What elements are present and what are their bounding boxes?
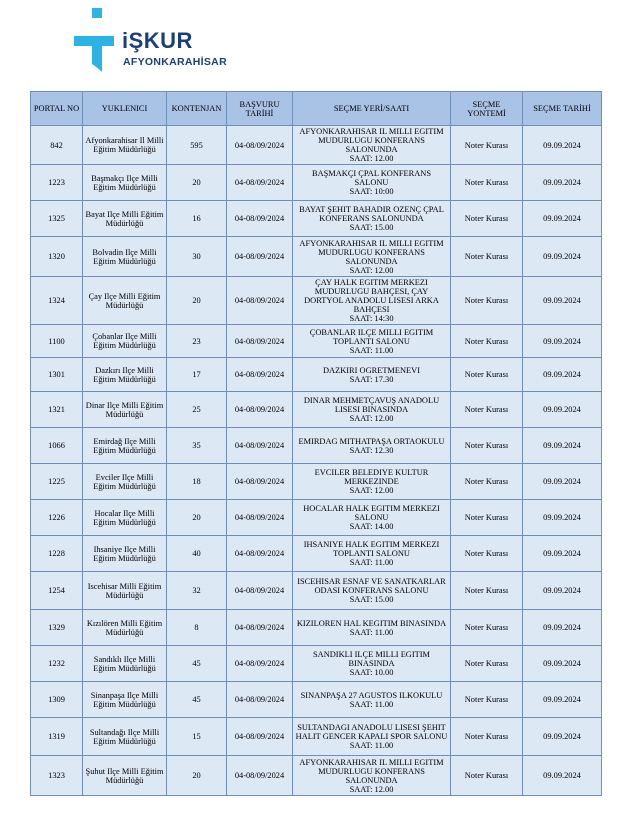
table-row [31, 500, 602, 536]
application-date-cell: 04-08/09/2024 [227, 756, 293, 796]
place-cell [293, 464, 451, 500]
col-header-portal-no: PORTAL NO [31, 92, 83, 126]
selection-date-cell: 09.09.2024 [523, 325, 602, 358]
method-cell: Noter Kurası [451, 358, 523, 392]
selection-date-cell: 09.09.2024 [523, 392, 602, 428]
method-cell: Noter Kurası [451, 610, 523, 646]
portal-no-cell: 1226 [31, 500, 83, 536]
selection-table [30, 91, 602, 796]
place-name: ÇOBANLAR ILÇE MILLI EGITIM TOPLANTI SALONU [309, 327, 434, 346]
place-cell [293, 500, 451, 536]
table-row [31, 610, 602, 646]
selection-date-cell: 09.09.2024 [523, 500, 602, 536]
contractor-cell: Hocalar Ilçe Milli Eğitim Müdürlüğü [83, 500, 167, 536]
place-cell [293, 358, 451, 392]
contractor-cell: Başmakçı Ilçe Milli Eğitim Müdürlüğü [83, 165, 167, 201]
selection-date-cell: 09.09.2024 [523, 572, 602, 610]
quota-cell: 17 [167, 358, 227, 392]
place-cell [293, 126, 451, 165]
table-header-row [31, 92, 602, 126]
quota-cell: 45 [167, 646, 227, 682]
method-cell: Noter Kurası [451, 325, 523, 358]
selection-date-cell: 09.09.2024 [523, 237, 602, 277]
place-time: SAAT: 14.00 [349, 522, 394, 531]
selection-date-cell: 09.09.2024 [523, 610, 602, 646]
place-time: SAAT: 10.00 [349, 668, 394, 677]
place-cell [293, 536, 451, 572]
contractor-cell: Bayat Ilçe Milli Eğitim Müdürlüğü [83, 201, 167, 237]
col-header-contractor: YUKLENICI [83, 92, 167, 126]
portal-no-cell: 1329 [31, 610, 83, 646]
quota-cell: 30 [167, 237, 227, 277]
col-header-method: SEÇME YONTEMİ [451, 92, 523, 126]
city-name: AFYONKARAHİSAR [123, 56, 227, 68]
table-row [31, 428, 602, 464]
place-cell [293, 572, 451, 610]
selection-date-cell: 09.09.2024 [523, 756, 602, 796]
selection-date-cell: 09.09.2024 [523, 277, 602, 325]
place-name: AFYONKARAHISAR IL MILLI EGITIM MUDURLUGU KONFERANS SALONUNDA [299, 757, 444, 785]
application-date-cell: 04-08/09/2024 [227, 500, 293, 536]
place-time: SAAT: 11.00 [349, 558, 394, 567]
application-date-cell: 04-08/09/2024 [227, 682, 293, 718]
table-row [31, 536, 602, 572]
quota-cell: 595 [167, 126, 227, 165]
method-cell: Noter Kurası [451, 237, 523, 277]
application-date-cell: 04-08/09/2024 [227, 646, 293, 682]
table-row [31, 464, 602, 500]
contractor-cell: Iscehisar Milli Eğitim Müdürlüğü [83, 572, 167, 610]
place-name: IHSANIYE HALK EGITIM MERKEZI TOPLANTI SALONU [303, 540, 440, 558]
place-name: DAZKIRI OGRETMENEVI [323, 365, 420, 375]
contractor-cell: Kızılören Milli Eğitim Müdürlüğü [83, 610, 167, 646]
place-name: SINANPAŞA 27 AGUSTOS ILKOKULU [300, 690, 443, 700]
contractor-cell: Çobanlar Ilçe Milli Eğitim Müdürlüğü [83, 325, 167, 358]
portal-no-cell: 1100 [31, 325, 83, 358]
table-row [31, 325, 602, 358]
portal-no-cell: 1254 [31, 572, 83, 610]
table-row [31, 358, 602, 392]
method-cell: Noter Kurası [451, 756, 523, 796]
method-cell: Noter Kurası [451, 682, 523, 718]
application-date-cell: 04-08/09/2024 [227, 572, 293, 610]
place-time: SAAT: 15.00 [349, 223, 394, 232]
place-cell [293, 682, 451, 718]
contractor-cell: Çay Ilçe Milli Eğitim Müdürlüğü [83, 277, 167, 325]
place-name: EVCILER BELEDIYE KULTUR MERKEZINDE [314, 468, 429, 486]
table-row [31, 572, 602, 610]
selection-date-cell: 09.09.2024 [523, 358, 602, 392]
place-time: SAAT: 11.00 [349, 741, 394, 750]
place-name: HOCALAR HALK EGITIM MERKEZI SALONU [303, 504, 440, 522]
place-time: SAAT: 12.00 [349, 265, 394, 275]
portal-no-cell: 842 [31, 126, 83, 165]
place-cell [293, 610, 451, 646]
method-cell: Noter Kurası [451, 277, 523, 325]
place-time: SAAT: 12.00 [349, 486, 394, 495]
table-row [31, 756, 602, 796]
portal-no-cell: 1323 [31, 756, 83, 796]
method-cell: Noter Kurası [451, 126, 523, 165]
place-time: SAAT: 10:00 [349, 187, 394, 196]
contractor-cell: Bolvadin Ilçe Milli Eğitim Müdürlüğü [83, 237, 167, 277]
table-row [31, 718, 602, 756]
brand-name: iŞKUR [122, 28, 193, 53]
application-date-cell: 04-08/09/2024 [227, 464, 293, 500]
portal-no-cell: 1321 [31, 392, 83, 428]
portal-no-cell: 1301 [31, 358, 83, 392]
col-header-selection-date: SEÇME TARİHİ [523, 92, 602, 126]
contractor-cell: Emirdağ Ilçe Milli Eğitim Müdürlüğü [83, 428, 167, 464]
selection-date-cell: 09.09.2024 [523, 718, 602, 756]
application-date-cell: 04-08/09/2024 [227, 126, 293, 165]
application-date-cell: 04-08/09/2024 [227, 201, 293, 237]
place-cell [293, 325, 451, 358]
contractor-cell: Sultandağı Ilçe Milli Eğitim Müdürlüğü [83, 718, 167, 756]
place-name: AFYONKARAHISAR IL MILLI EGITIM MUDURLUGU KONFERANS SALONUNDA [299, 238, 444, 266]
place-name: BAYAT ŞEHIT BAHADIR OZENÇ ÇPAL KONFERANS SALONUNDA [299, 205, 444, 223]
table-row [31, 237, 602, 277]
method-cell: Noter Kurası [451, 646, 523, 682]
table-row [31, 165, 602, 201]
application-date-cell: 04-08/09/2024 [227, 428, 293, 464]
place-name: SANDIKLI ILÇE MILLI EGITIM BINASINDA [313, 650, 430, 668]
table-row [31, 646, 602, 682]
place-name: EMIRDAG MITHATPAŞA ORTAOKULU [298, 436, 445, 446]
quota-cell: 45 [167, 682, 227, 718]
method-cell: Noter Kurası [451, 165, 523, 201]
place-name: SULTANDAGI ANADOLU LISESI ŞEHIT HALIT GENCER KAPALI SPOR SALONU [295, 723, 448, 741]
table-row [31, 392, 602, 428]
application-date-cell: 04-08/09/2024 [227, 718, 293, 756]
place-cell [293, 646, 451, 682]
quota-cell: 18 [167, 464, 227, 500]
portal-no-cell: 1066 [31, 428, 83, 464]
place-time: SAAT: 12.00 [349, 154, 394, 163]
contractor-cell: Evciler Ilçe Milli Eğitim Müdürlüğü [83, 464, 167, 500]
portal-no-cell: 1225 [31, 464, 83, 500]
contractor-cell: Sinanpaşa Ilçe Milli Eğitim Müdürlüğü [83, 682, 167, 718]
iskur-logo [70, 6, 230, 76]
application-date-cell: 04-08/09/2024 [227, 610, 293, 646]
place-name: KIZILOREN HAL KEGITIM BINASINDA [296, 618, 447, 628]
quota-cell: 40 [167, 536, 227, 572]
place-cell [293, 201, 451, 237]
selection-date-cell: 09.09.2024 [523, 165, 602, 201]
method-cell: Noter Kurası [451, 201, 523, 237]
iskur-logo-mark [70, 6, 120, 76]
quota-cell: 20 [167, 500, 227, 536]
method-cell: Noter Kurası [451, 536, 523, 572]
selection-date-cell: 09.09.2024 [523, 126, 602, 165]
portal-no-cell: 1232 [31, 646, 83, 682]
place-name: AFYONKARAHISAR IL MILLI EGITIM MUDURLUGU KONFERANS SALONUNDA [299, 127, 444, 154]
table-row [31, 201, 602, 237]
application-date-cell: 04-08/09/2024 [227, 325, 293, 358]
place-time: SAAT: 11.00 [349, 345, 394, 355]
place-time: SAAT: 11.00 [349, 699, 394, 709]
application-date-cell: 04-08/09/2024 [227, 536, 293, 572]
place-time: SAAT: 14:30 [349, 314, 394, 323]
col-header-place-time: SEÇME YERİ/SAATI [293, 92, 451, 126]
selection-date-cell: 09.09.2024 [523, 428, 602, 464]
contractor-cell: Afyonkarahisar Il Milli Eğitim Müdürlüğü [83, 126, 167, 165]
contractor-cell: Şuhut Ilçe Milli Eğitim Müdürlüğü [83, 756, 167, 796]
method-cell: Noter Kurası [451, 718, 523, 756]
place-cell [293, 277, 451, 325]
portal-no-cell: 1309 [31, 682, 83, 718]
portal-no-cell: 1228 [31, 536, 83, 572]
portal-no-cell: 1320 [31, 237, 83, 277]
portal-no-cell: 1325 [31, 201, 83, 237]
selection-date-cell: 09.09.2024 [523, 201, 602, 237]
quota-cell: 16 [167, 201, 227, 237]
col-header-application-date: BAŞVURU TARİHİ [227, 92, 293, 126]
quota-cell: 20 [167, 165, 227, 201]
quota-cell: 15 [167, 718, 227, 756]
place-cell [293, 756, 451, 796]
quota-cell: 8 [167, 610, 227, 646]
portal-no-cell: 1324 [31, 277, 83, 325]
table-row [31, 126, 602, 165]
quota-cell: 20 [167, 756, 227, 796]
contractor-cell: Dazkırı Ilçe Milli Eğitim Müdürlüğü [83, 358, 167, 392]
place-time: SAAT: 15.00 [349, 595, 394, 604]
contractor-cell: Sandıklı Ilçe Milli Eğitim Müdürlüğü [83, 646, 167, 682]
portal-no-cell: 1319 [31, 718, 83, 756]
application-date-cell: 04-08/09/2024 [227, 237, 293, 277]
table-row [31, 277, 602, 325]
contractor-cell: Ihsaniye Ilçe Milli Eğitim Müdürlüğü [83, 536, 167, 572]
method-cell: Noter Kurası [451, 500, 523, 536]
application-date-cell: 04-08/09/2024 [227, 165, 293, 201]
selection-date-cell: 09.09.2024 [523, 464, 602, 500]
contractor-cell: Dinar Ilçe Milli Eğitim Müdürlüğü [83, 392, 167, 428]
place-time: SAAT: 12.00 [349, 784, 394, 794]
method-cell: Noter Kurası [451, 464, 523, 500]
col-header-quota: KONTENJAN [167, 92, 227, 126]
method-cell: Noter Kurası [451, 428, 523, 464]
place-time: SAAT: 12.00 [349, 414, 394, 423]
method-cell: Noter Kurası [451, 572, 523, 610]
portal-no-cell: 1223 [31, 165, 83, 201]
place-cell [293, 428, 451, 464]
place-time: SAAT: 12.30 [349, 445, 394, 455]
place-name: BAŞMAKÇI ÇPAL KONFERANS SALONU [312, 169, 431, 187]
quota-cell: 23 [167, 325, 227, 358]
place-name: DINAR MEHMETÇAVUŞ ANADOLU LISESI BINASINDA [303, 396, 440, 414]
place-cell [293, 392, 451, 428]
place-name: ISCEHISAR ESNAF VE SANATKARLAR ODASI KONFERANS SALONU [297, 577, 446, 595]
selection-date-cell: 09.09.2024 [523, 682, 602, 718]
place-time: SAAT: 11.00 [349, 627, 394, 637]
selection-date-cell: 09.09.2024 [523, 646, 602, 682]
place-name: ÇAY HALK EGITIM MERKEZI MUDURLUGU BAHÇESI, ÇAY DORTYOL ANADOLU LISESI ARKA BAHÇESI [304, 278, 439, 314]
table-row [31, 682, 602, 718]
selection-date-cell: 09.09.2024 [523, 536, 602, 572]
place-cell [293, 718, 451, 756]
method-cell: Noter Kurası [451, 392, 523, 428]
place-time: SAAT: 17.30 [349, 374, 394, 384]
application-date-cell: 04-08/09/2024 [227, 277, 293, 325]
application-date-cell: 04-08/09/2024 [227, 358, 293, 392]
quota-cell: 35 [167, 428, 227, 464]
quota-cell: 32 [167, 572, 227, 610]
application-date-cell: 04-08/09/2024 [227, 392, 293, 428]
place-cell [293, 237, 451, 277]
quota-cell: 20 [167, 277, 227, 325]
place-cell [293, 165, 451, 201]
quota-cell: 25 [167, 392, 227, 428]
